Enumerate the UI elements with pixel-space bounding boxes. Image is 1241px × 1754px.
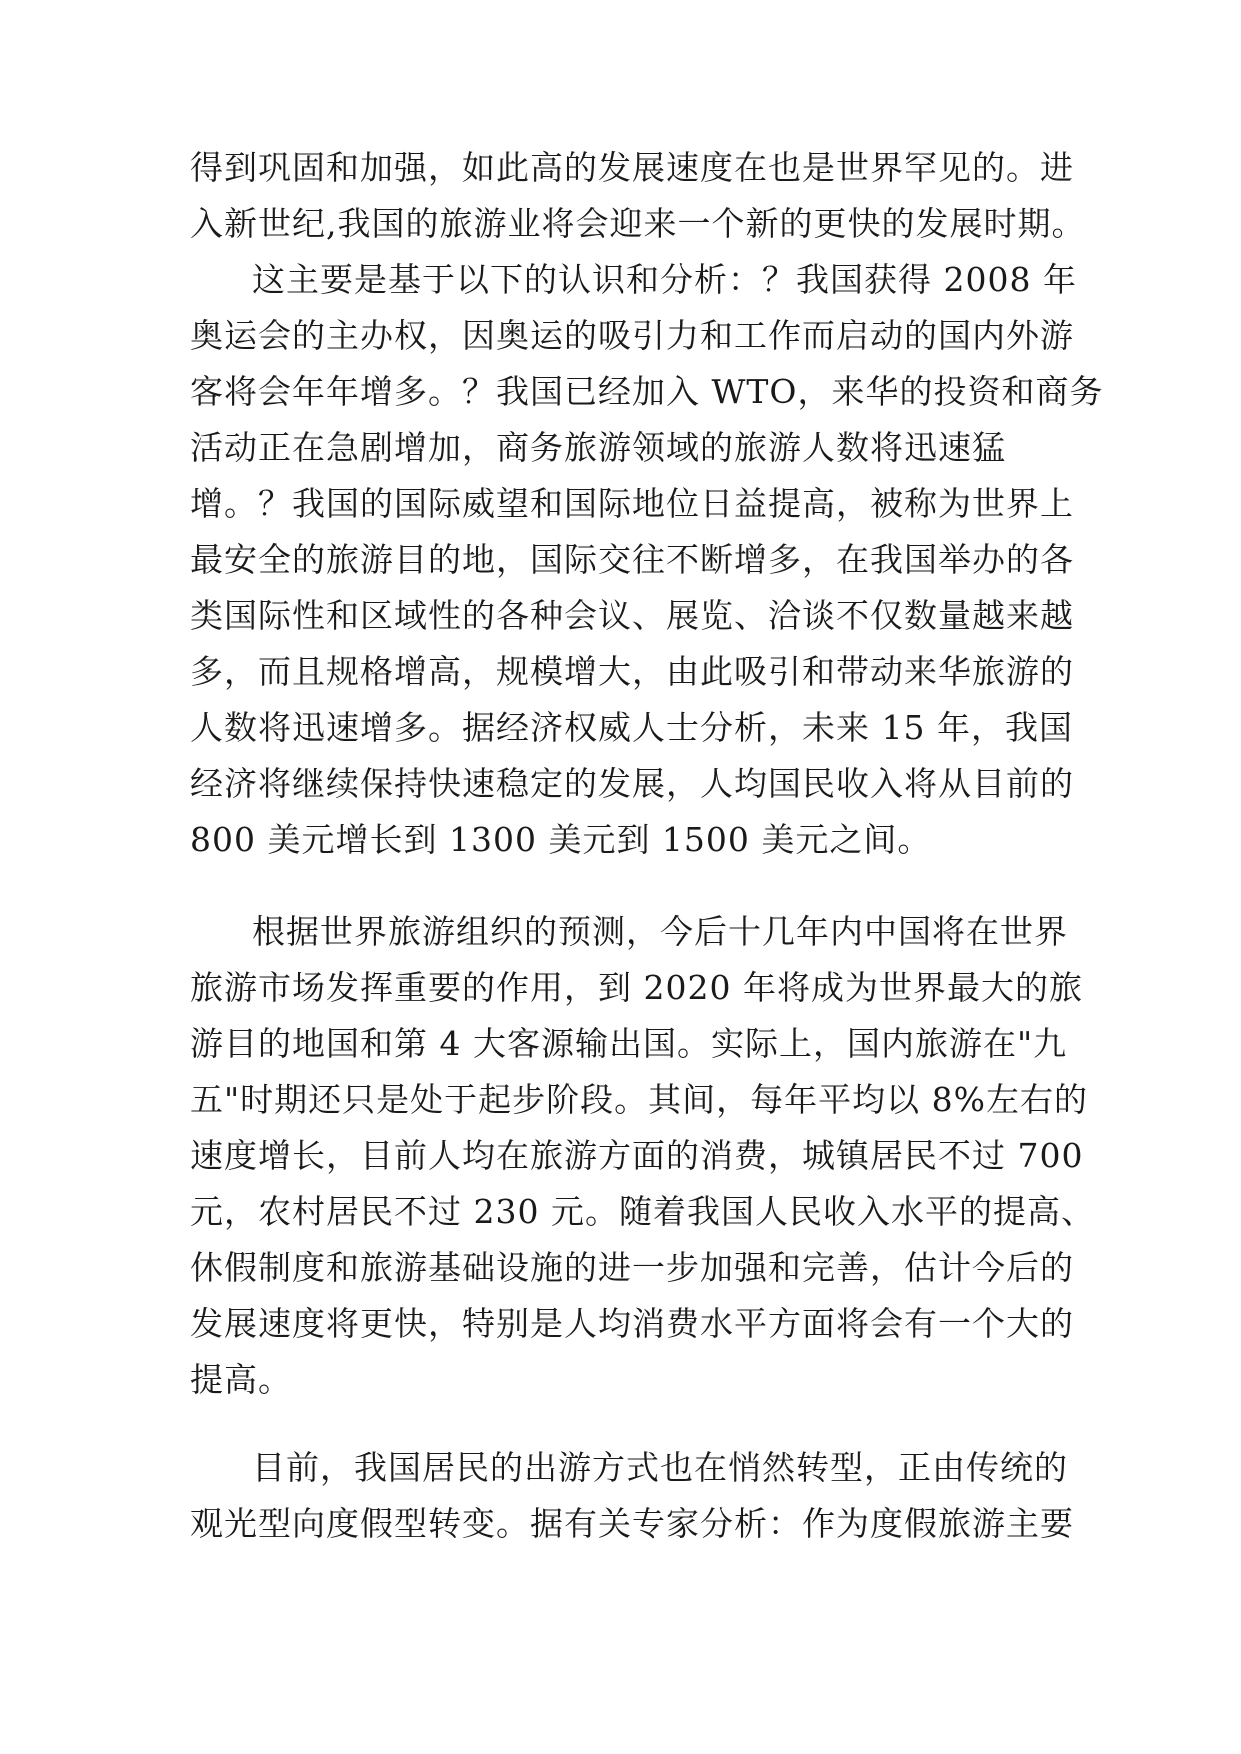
text-line: 经济将继续保持快速稳定的发展，人均国民收入将从目前的 (190, 764, 1074, 803)
text-line: 奥运会的主办权，因奥运的吸引力和工作而启动的国内外游 (190, 316, 1074, 355)
text-line: 休假制度和旅游基础设施的进一步加强和完善，估计今后的 (190, 1248, 1074, 1287)
text-line: 速度增长，目前人均在旅游方面的消费，城镇居民不过 700 (190, 1136, 1084, 1175)
text-line: 游目的地国和第 4 大客源输出国。实际上，国内旅游在"九 (190, 1024, 1068, 1063)
text-line: 800 美元增长到 1300 美元到 1500 美元之间。 (190, 820, 932, 859)
text-line: 客将会年年增多。？我国已经加入 WTO，来华的投资和商务 (190, 372, 1104, 411)
text-line: 目前，我国居民的出游方式也在悄然转型，正由传统的 (252, 1448, 1068, 1487)
text-line: 旅游市场发挥重要的作用，到 2020 年将成为世界最大的旅 (190, 968, 1083, 1007)
text-line: 入新世纪,我国的旅游业将会迎来一个新的更快的发展时期。 (190, 204, 1086, 243)
text-line: 最安全的旅游目的地，国际交往不断增多，在我国举办的各 (190, 540, 1074, 579)
text-line: 人数将迅速增多。据经济权威人士分析，未来 15 年，我国 (190, 708, 1073, 747)
text-line: 类国际性和区域性的各种会议、展览、洽谈不仅数量越来越 (190, 596, 1074, 635)
text-line: 增。？我国的国际威望和国际地位日益提高，被称为世界上 (190, 484, 1074, 523)
text-line: 观光型向度假型转变。据有关专家分析：作为度假旅游主要 (190, 1504, 1074, 1543)
text-line: 根据世界旅游组织的预测，今后十几年内中国将在世界 (252, 912, 1068, 951)
text-line: 这主要是基于以下的认识和分析：？我国获得 2008 年 (252, 260, 1077, 299)
text-line: 多，而且规格增高，规模增大，由此吸引和带动来华旅游的 (190, 652, 1074, 691)
text-line: 活动正在急剧增加，商务旅游领域的旅游人数将迅速猛 (190, 428, 1006, 467)
text-line: 提高。 (190, 1360, 292, 1399)
text-line: 元，农村居民不过 230 元。随着我国人民收入水平的提高、 (190, 1192, 1095, 1231)
text-line: 五"时期还只是处于起步阶段。其间，每年平均以 8%左右的 (190, 1080, 1089, 1119)
text-line: 得到巩固和加强，如此高的发展速度在也是世界罕见的。进 (190, 148, 1074, 187)
text-line: 发展速度将更快，特别是人均消费水平方面将会有一个大的 (190, 1304, 1074, 1343)
